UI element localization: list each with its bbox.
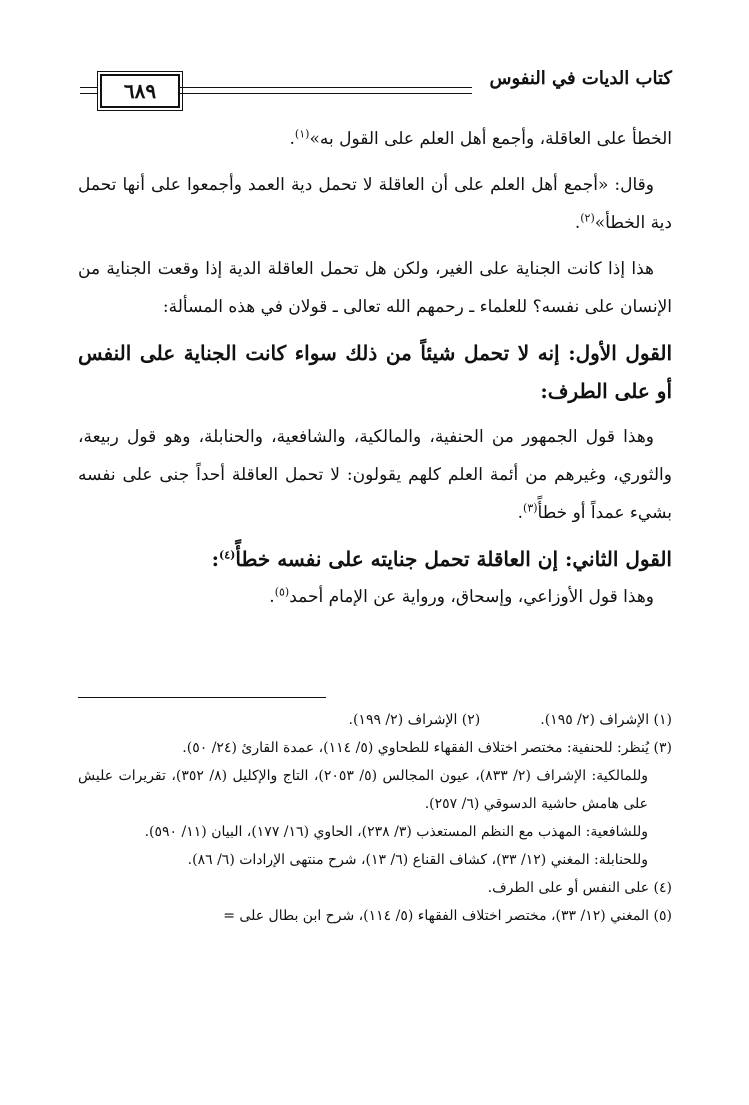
paragraph-1-text: الخطأ على العاقلة، وأجمع أهل العلم على القول به» <box>309 129 672 149</box>
main-text <box>78 120 672 616</box>
footnote-ref-5: (٥) <box>274 585 290 599</box>
paragraph-5-text: وهذا قول الأوزاعي، وإسحاق، ورواية عن الإمام أحمد <box>289 587 654 607</box>
header-rule-bottom <box>180 93 472 94</box>
paragraph-1 <box>78 120 672 158</box>
heading-second-opinion-text: القول الثاني: إن العاقلة تحمل جنايته على نفسه خطأً <box>235 547 672 571</box>
footnote-ref-2: (٢) <box>580 211 595 225</box>
paragraph-4-end: . <box>517 503 524 523</box>
running-title: كتاب الديات في النفوس <box>489 68 672 89</box>
paragraph-5-end: . <box>269 587 275 607</box>
page-number: ٦٨٩ <box>100 74 180 108</box>
footnote-row-1-2 <box>78 706 672 734</box>
footnote-3: (٣) يُنظر: للحنفية: مختصر اختلاف الفقهاء للطحاوي (٥/ ١١٤)، عمدة القارئ (٢٤/ ٥٠). <box>182 740 672 756</box>
footnote-4: (٤) على النفس أو على الطرف. <box>487 880 672 896</box>
footnote-ref-3: (٣) <box>523 501 538 515</box>
footnote-3-shafii: وللشافعية: المهذب مع النظم المستعذب (٣/ ٢٣٨)، الحاوي (١٦/ ١٧٧)، البيان (١١/ ٥٩٠). <box>144 824 648 840</box>
paragraph-3 <box>78 250 672 326</box>
footnote-2: (٢) الإشراف (٢/ ١٩٩). <box>348 712 481 728</box>
heading-second-opinion <box>78 540 672 578</box>
footnotes <box>78 706 672 930</box>
footnote-ref-1: (١) <box>294 127 310 141</box>
footnote-ref-4: (٤) <box>219 548 236 562</box>
footnote-3-hanbali: وللحنابلة: المغني (١٢/ ٣٣)، كشاف القناع (٦/ ١٣)، شرح منتهى الإرادات (٦/ ٨٦). <box>187 852 648 868</box>
footnote-1: (١) الإشراف (٢/ ١٩٥). <box>540 712 672 728</box>
footnote-5: (٥) المغني (١٢/ ٣٣)، مختصر اختلاف الفقهاء (٥/ ١١٤)، شرح ابن بطال على = <box>223 908 672 924</box>
page-header <box>80 60 672 103</box>
paragraph-1-end: . <box>289 129 295 149</box>
paragraph-4-text: وهذا قول الجمهور من الحنفية، والمالكية، والشافعية، والحنابلة، وهو قول ربيعة، والثوري، وغيرهم من أئمة العلم كلهم يقولون: لا تحمل العاقلة أحداً جنى على نفسه بشيء عمداً أو خطأً <box>78 427 672 523</box>
header-rule-left-top <box>80 87 98 88</box>
paragraph-4 <box>78 418 672 532</box>
paragraph-2 <box>78 166 672 242</box>
heading-second-opinion-end: : <box>211 547 220 571</box>
paragraph-3-text: هذا إذا كانت الجناية على الغير، ولكن هل تحمل العاقلة الدية إذا وقعت الجناية من الإنسان على نفسه؟ للعلماء ـ رحمهم الله تعالى ـ قولان في هذه المسألة: <box>78 259 672 317</box>
header-rule-top <box>180 87 472 88</box>
header-rule-left-bottom <box>80 93 98 94</box>
paragraph-5 <box>78 578 672 616</box>
paragraph-2-end: . <box>574 213 581 233</box>
footnote-separator <box>78 697 326 698</box>
heading-first-opinion: القول الأول: إنه لا تحمل شيئاً من ذلك سواء كانت الجناية على النفس أو على الطرف: <box>78 341 672 403</box>
paragraph-2-text: وقال: «أجمع أهل العلم على أن العاقلة لا تحمل دية العمد وأجمعوا على أنها تحمل دية الخطأ» <box>78 175 672 233</box>
footnote-3-maliki: وللمالكية: الإشراف (٢/ ٨٣٣)، عيون المجالس (٥/ ٢٠٥٣)، التاج والإكليل (٨/ ٣٥٢)، تقريرات عليش على هامش حاشية الدسوقي (٦/ ٢٥٧). <box>78 768 648 812</box>
